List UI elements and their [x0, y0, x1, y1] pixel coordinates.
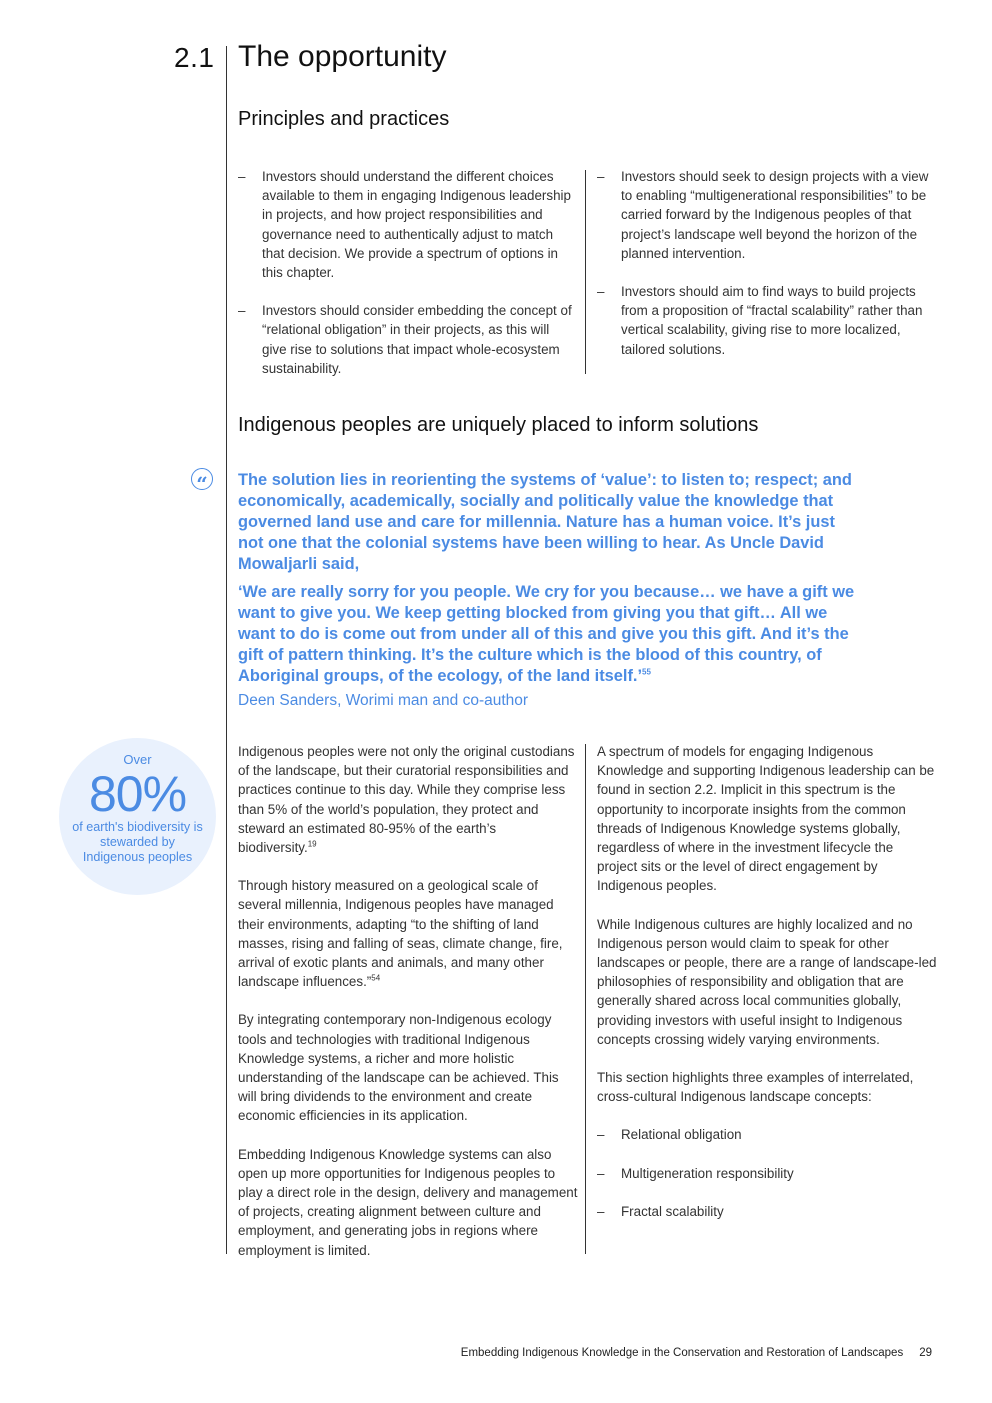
- principle-bullet: [597, 282, 937, 359]
- concept-label: Fractal scalability: [621, 1203, 724, 1219]
- body-paragraph: A spectrum of models for engaging Indigenous Knowledge and supporting Indigenous leadership can be found in section 2.2. Implicit in this spectrum is the opportunity to incorporate insights from the common threads of Indigenous Knowledge systems globally, regardless of where in the investment lifecycle the project sits or the level of direct engagement by Indigenous peoples.: [597, 744, 935, 894]
- principles-heading: Principles and practices: [238, 108, 450, 130]
- stat-prefix: Over: [123, 752, 152, 767]
- concept-item: [597, 1202, 937, 1221]
- concept-item: [597, 1125, 937, 1144]
- principles-right-column: [597, 167, 937, 359]
- principle-text: Investors should consider embedding the concept of “relational obligation” in their projects, as this will give rise to solutions that impact whole-ecosystem sustainability.: [262, 303, 572, 376]
- body-paragraph: Embedding Indigenous Knowledge systems can also open up more opportunities for Indigenous peoples to play a direct role in the design, delivery and management of projects, creating alignment between culture and employment, and generating jobs in regions where employment is limited.: [238, 1146, 578, 1258]
- footnote-ref: 54: [371, 973, 381, 983]
- body-paragraph: [238, 742, 578, 857]
- section-number: 2.1: [174, 42, 215, 73]
- principle-bullet: [238, 301, 572, 378]
- quote-icon: “: [191, 468, 213, 490]
- bullet-dash: –: [597, 1203, 605, 1219]
- bullet-dash: –: [597, 1127, 605, 1143]
- quote-attribution: Deen Sanders, Worimi man and co-author: [238, 692, 529, 709]
- bullet-dash: –: [238, 303, 246, 319]
- footnote-ref: 55: [642, 667, 651, 677]
- stat-description: of earth's biodiversity is stewarded by Indigenous peoples: [72, 820, 203, 864]
- quote-text: ‘We are really sorry for you people. We cry for you because… we have a gift we want to give you. We keep getting blocked from giving you that gift… All we want to do is come out from under all of this and give you this gift. And it’s the gift of pattern thinking. It’s the culture which is the blood of this country, of Aboriginal groups, of the ecology, of the land itself.’: [238, 583, 855, 685]
- stat-callout: [59, 738, 216, 895]
- principle-text: Investors should aim to find ways to build projects from a proposition of “fractal scalability” rather than vertical scalability, giving rise to more localized, tailored solutions.: [621, 284, 923, 357]
- body-column-divider: [585, 744, 586, 1254]
- principles-column-divider: [585, 170, 586, 374]
- body-text: Indigenous peoples were not only the original custodians of the landscape, but their curatorial responsibilities and practices continue to this day. While they comprise less than 5% of the world’s population, they protect and steward an estimated 80-95% of the earth’s biodiversity.: [238, 744, 575, 856]
- body-left-column: [238, 742, 578, 1260]
- body-right-column: [597, 742, 937, 1221]
- principle-text: Investors should seek to design projects with a view to enabling “multigenerational responsibilities” to be carried forward by the Indigenous peoples of that project’s landscape well beyond the horizon of the planned intervention.: [621, 169, 929, 261]
- concept-item: [597, 1164, 937, 1183]
- bullet-dash: –: [597, 1165, 605, 1181]
- body-paragraph: By integrating contemporary non-Indigenous ecology tools and technologies with traditional Indigenous Knowledge systems, a richer and more holistic understanding of the landscape can be achieved. This will bring dividends to the environment and create economic efficiencies in its application.: [238, 1012, 559, 1124]
- bullet-dash: –: [597, 169, 605, 184]
- stat-value: 80%: [88, 766, 187, 822]
- body-paragraph: While Indigenous cultures are highly localized and no Indigenous person would claim to speak for other landscapes or people, there are a range of landscape-led philosophies of responsibility and obligation that are generally shared across local communities globally, providing investors with useful insight to Indigenous concepts crossing widely varying environments.: [597, 916, 937, 1047]
- principle-bullet: [238, 167, 572, 282]
- section-divider: [226, 46, 227, 1254]
- concept-label: Relational obligation: [621, 1127, 742, 1143]
- page-title: The opportunity: [238, 40, 447, 73]
- concept-label: Multigeneration responsibility: [621, 1165, 794, 1181]
- bullet-dash: –: [597, 284, 605, 300]
- principle-bullet: [597, 167, 937, 263]
- concept-list: [597, 1125, 937, 1221]
- quote-paragraph: The solution lies in reorienting the systems of ‘value’: to listen to; respect; and economically, academically, socially and politically value the knowledge that governed land use and care for millennia. Nature has a human voice. It’s just not one that the colonial systems have been willing to hear. As Uncle David Mowaljarli said,: [238, 471, 852, 573]
- principles-left-column: [238, 167, 572, 378]
- page-footer: [461, 1347, 932, 1359]
- quote-paragraph: [238, 582, 858, 687]
- footer-publication-title: Embedding Indigenous Knowledge in the Conservation and Restoration of Landscapes: [460, 1347, 904, 1359]
- bullet-dash: –: [238, 169, 246, 184]
- pull-quote: [238, 470, 858, 687]
- footnote-ref: 19: [307, 839, 317, 849]
- indigenous-heading: Indigenous peoples are uniquely placed to inform solutions: [238, 414, 759, 436]
- principle-text: Investors should understand the different choices available to them in engaging Indigenous leadership in projects, and how project responsibilities and governance need to authentically adjust to match that decision. We provide a spectrum of options in this chapter.: [262, 169, 571, 281]
- body-text: Through history measured on a geological scale of several millennia, Indigenous peoples have managed their environments, adapting “to the shifting of land masses, rising and falling of seas, climate change, fire, arrival of exotic plants and animals, and many other landscape influences.”: [238, 878, 563, 990]
- page-number: 29: [919, 1347, 932, 1359]
- body-paragraph: [238, 876, 578, 991]
- body-paragraph: This section highlights three examples of interrelated, cross-cultural Indigenous landscape concepts:: [597, 1070, 914, 1105]
